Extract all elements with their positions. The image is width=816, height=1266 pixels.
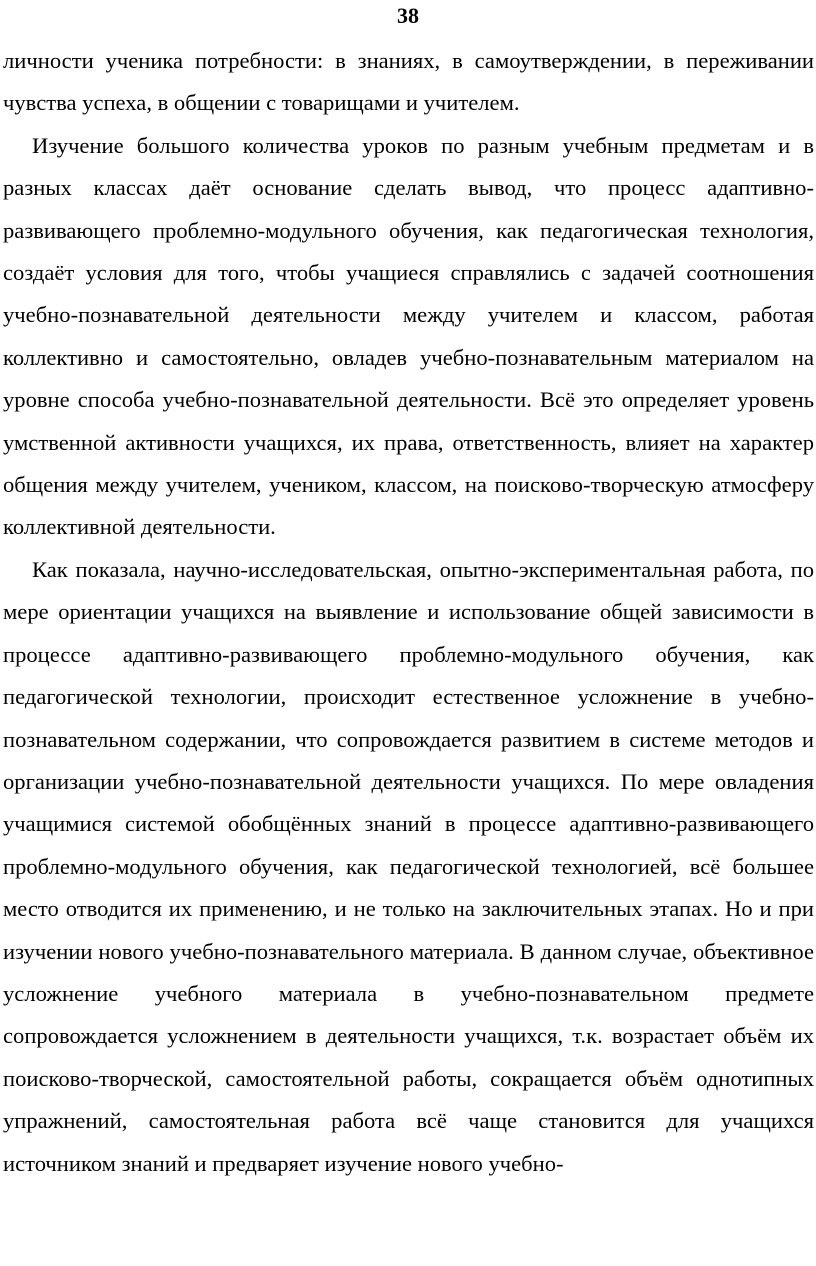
paragraph-research-work: Как показала, научно-исследовательская, опытно-экспериментальная работа, по мере ориентации учащихся на выявление и использование общей зависимости в процессе адаптивно-развивающего проблемно-модульного обучения, как педагогической технологии, происходит естественное усложнение в учебно-познавательном содержании, что сопровождается развитием в системе методов и организации учебно-познавательной деятельности учащихся. По мере овладения учащимися системой обобщённых знаний в процессе адаптивно-развивающего проблемно-модульного обучения, как педагогической технологией, всё большее место отводится их применению, и не только на заключительных этапах. Но и при изучении нового учебно-познавательного материала. В данном случае, объективное усложнение учебного материала в учебно-познавательном предмете сопровождается усложнением в деятельности учащихся, т.к. возрастает объём их поисково-творческой, самостоятельной работы, сокращается объём однотипных упражнений, самостоятельная работа всё чаще становится для учащихся источником знаний и предваряет изучение нового учебно- — [3, 556, 814, 1176]
paragraph-lessons-study: Изучение большого количества уроков по разным учебным предметам и в разных классах даёт основание сделать вывод, что процесс адаптивно-развивающего проблемно-модульного обучения, как педагогическая технология, создаёт условия для того, чтобы учащиеся справлялись с задачей соотношения учебно-познавательной деятельности между учителем и классом, работая коллективно и самостоятельно, овладев учебно-познавательным материалом на уровне способа учебно-познавательной деятельности. Всё это определяет уровень умственной активности учащихся, их права, ответственность, влияет на характер общения между учителем, учеником, классом, на поисково-творческую атмосферу коллективной деятельности. — [3, 132, 814, 540]
page-number: 38 — [397, 3, 419, 28]
paragraph-continuation: личности ученика потребности: в знаниях, в самоутверждении, в переживании чувства успеха, в общении с товарищами и учителем. — [3, 48, 814, 116]
document-body — [3, 40, 814, 1185]
